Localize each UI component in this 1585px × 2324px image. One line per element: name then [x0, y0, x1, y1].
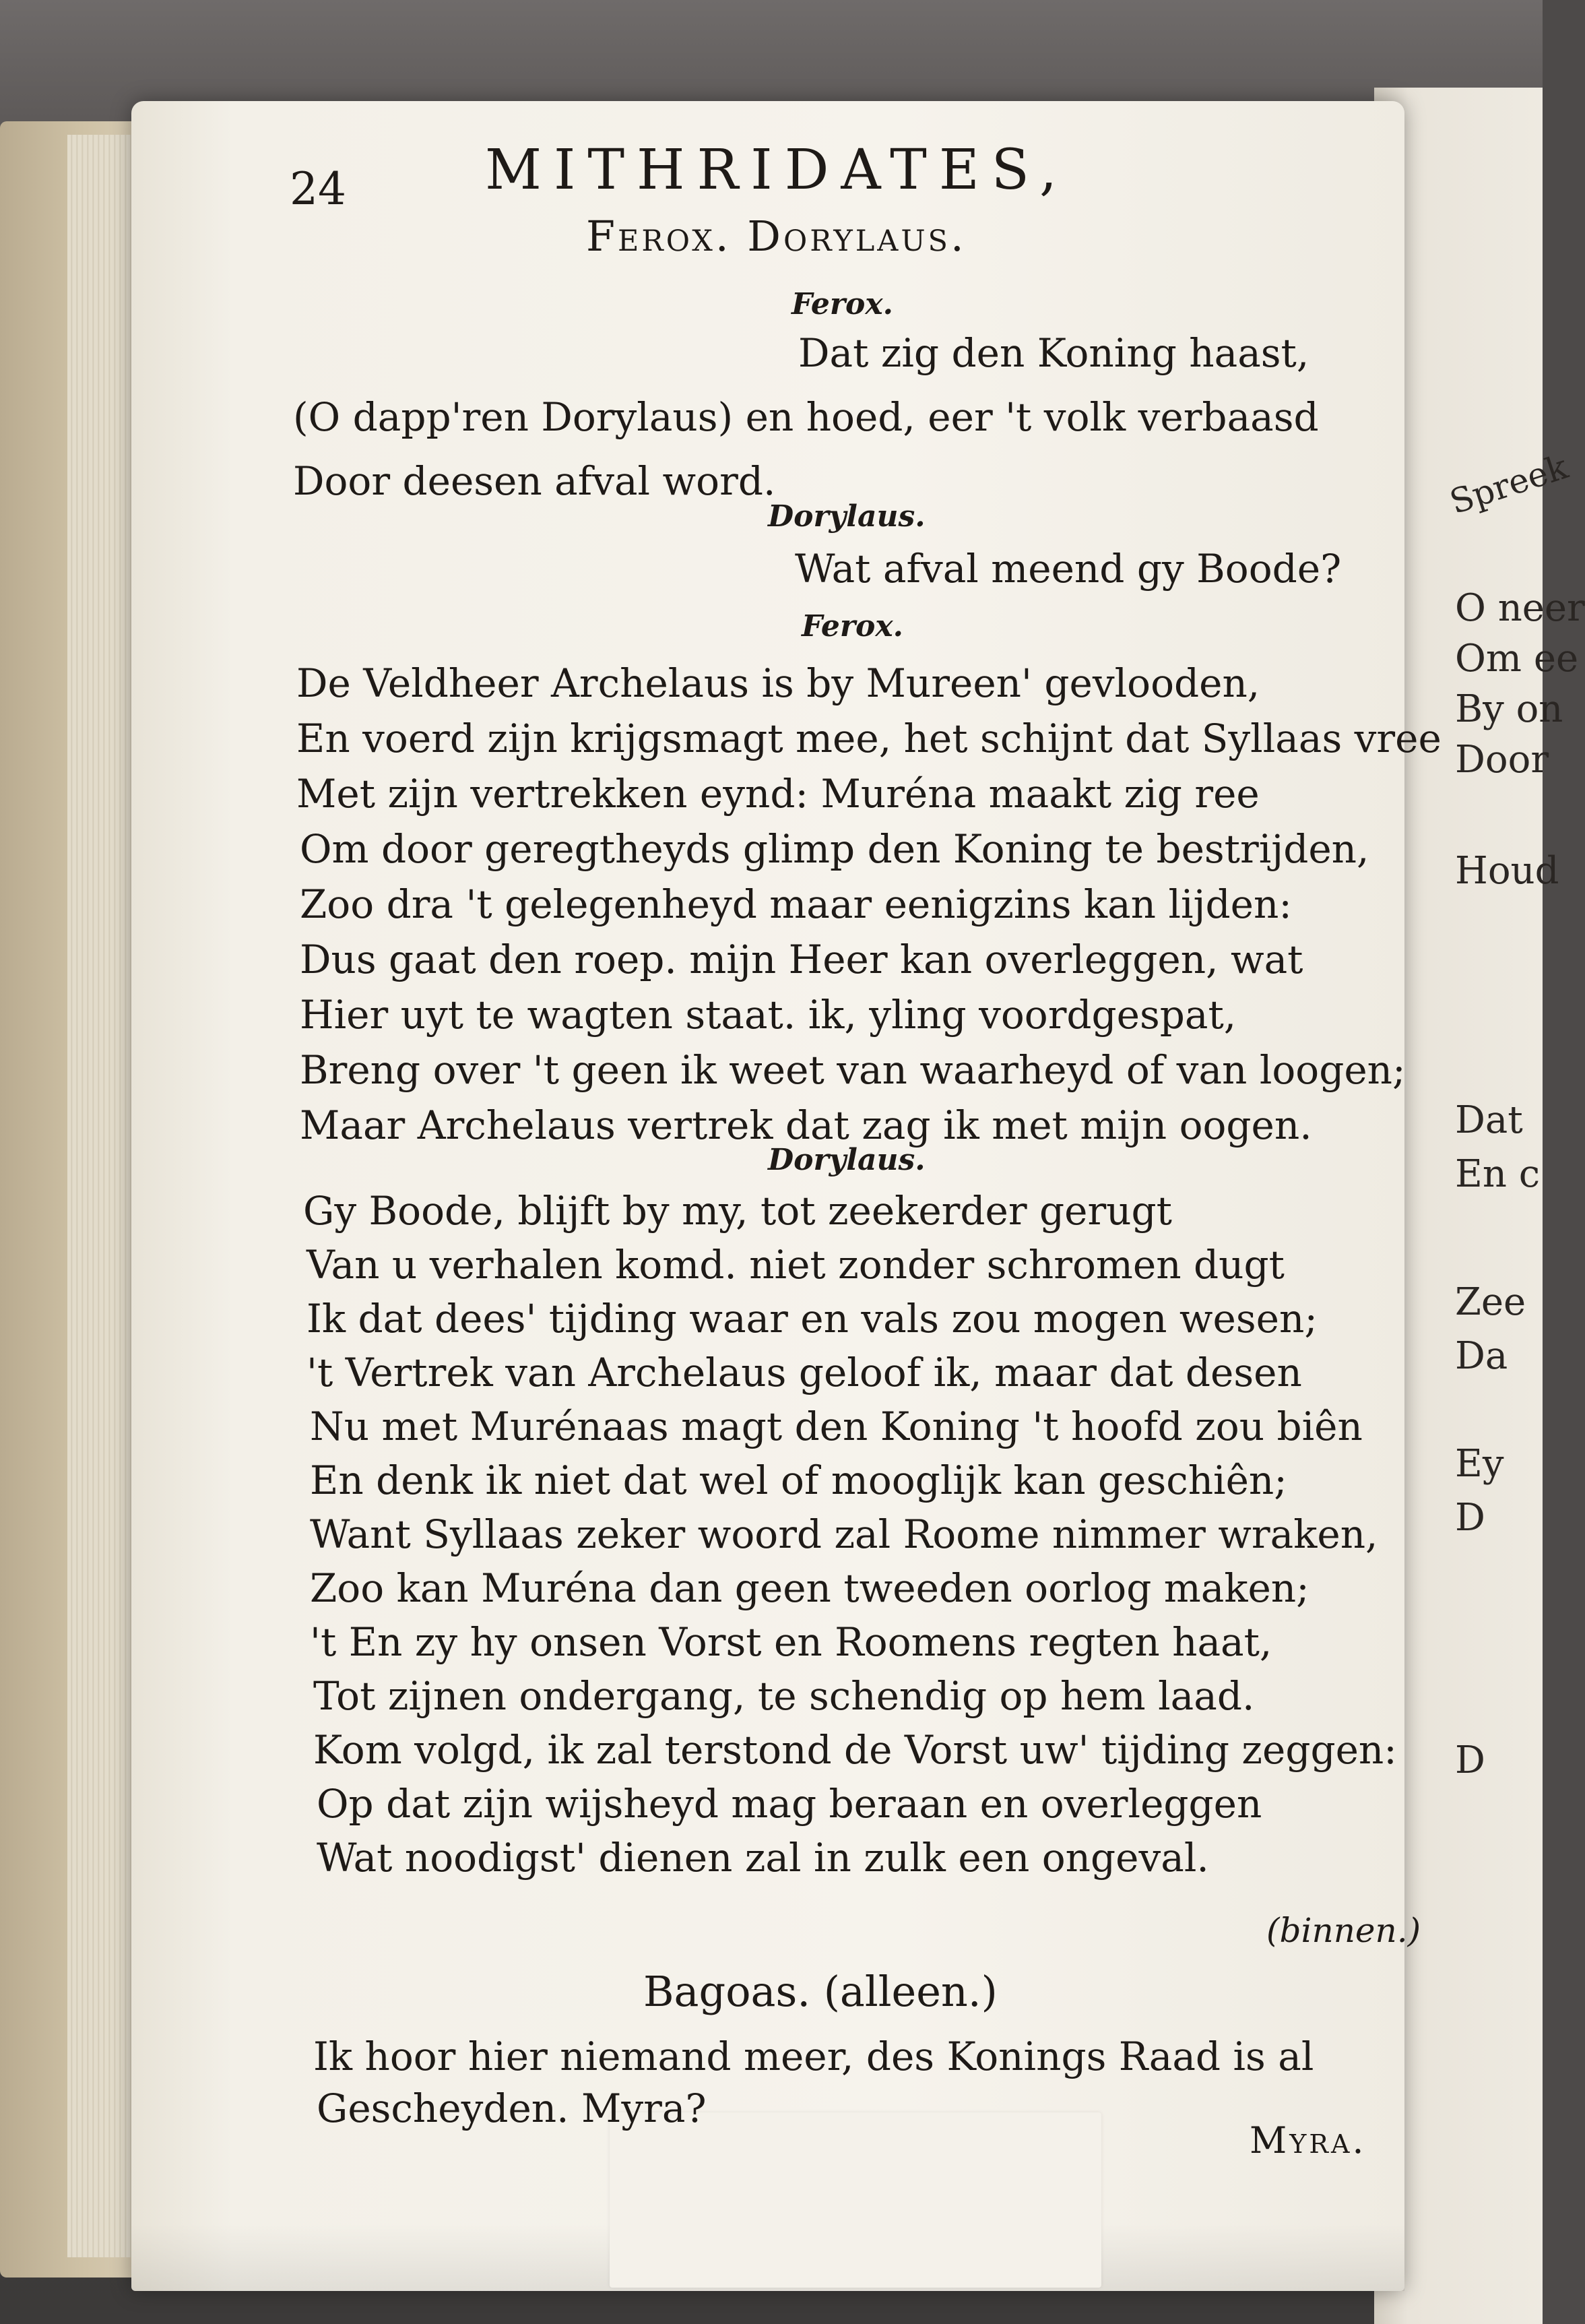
verse-line: Van u verhalen komd. niet zonder schromen dugt: [306, 1242, 1285, 1288]
facing-fragment: D: [1455, 1738, 1485, 1782]
verse-line: Breng over 't geen ik weet van waarheyd of van loogen;: [300, 1047, 1406, 1093]
verse-line: Dat zig den Koning haast,: [798, 330, 1309, 376]
verse-line: Want Syllaas zeker woord zal Roome nimmer wraken,: [310, 1511, 1378, 1557]
page-number: 24: [290, 163, 346, 215]
verse-line: Door deesen afval word.: [293, 458, 776, 504]
verse-line: Maar Archelaus vertrek dat zag ik met mijn oogen.: [300, 1102, 1312, 1148]
verse-line: Ik dat dees' tijding waar en vals zou mogen wesen;: [306, 1296, 1318, 1342]
facing-fragment: D: [1455, 1496, 1485, 1540]
verse-line: Zoo kan Muréna dan geen tweeden oorlog maken;: [310, 1565, 1309, 1611]
facing-fragment: Zee: [1455, 1280, 1526, 1324]
verse-line: Op dat zijn wijsheyd mag beraan en overleggen: [317, 1781, 1262, 1827]
verse-line: Met zijn vertrekken eynd: Muréna maakt zig ree: [296, 771, 1260, 817]
verse-line: Gescheyden. Myra?: [317, 2085, 707, 2131]
stage-direction: (binnen.): [1266, 1911, 1421, 1950]
running-title: MITHRIDATES,: [485, 138, 1070, 202]
facing-fragment: Spreek: [1445, 447, 1573, 522]
verse-line: Om door geregtheyds glimp den Koning te bestrijden,: [300, 826, 1369, 872]
verse-line: Ik hoor hier niemand meer, des Konings Raad is al: [313, 2034, 1314, 2079]
catchword: Myra.: [1250, 2119, 1367, 2162]
facing-fragment: O neer: [1455, 586, 1585, 630]
verse-line: Tot zijnen ondergang, te schendig op hem laad.: [313, 1673, 1255, 1719]
verse-line: 't Vertrek van Archelaus geloof ik, maar dat desen: [306, 1350, 1302, 1395]
facing-fragment: Ey: [1455, 1442, 1504, 1486]
speaker-label: Ferox.: [791, 287, 893, 321]
verse-line: 't En zy hy onsen Vorst en Roomens regten haat,: [310, 1619, 1272, 1665]
verse-line: Zoo dra 't gelegenheyd maar eenigzins kan lijden:: [300, 881, 1292, 927]
paper-patch: [610, 2112, 1101, 2288]
facing-fragment: Dat: [1455, 1098, 1523, 1142]
verse-line: Nu met Murénaas magt den Koning 't hoofd zou biên: [310, 1404, 1363, 1449]
facing-fragment: By on: [1455, 687, 1563, 731]
facing-fragment: Om ee: [1455, 637, 1579, 681]
verse-line: En voerd zijn krijgsmagt mee, het schijnt dat Syllaas vree: [296, 716, 1442, 761]
verse-line: (O dapp'ren Dorylaus) en hoed, eer 't volk verbaasd: [293, 394, 1319, 440]
verse-line: De Veldheer Archelaus is by Mureen' gevlooden,: [296, 660, 1260, 706]
facing-fragment: En c: [1455, 1152, 1541, 1196]
verse-line: Hier uyt te wagten staat. ik, yling voordgespat,: [300, 992, 1237, 1038]
speaker-label: Ferox.: [802, 609, 903, 643]
verse-line: Wat afval meend gy Boode?: [795, 546, 1342, 592]
speaker-label: Dorylaus.: [768, 499, 926, 534]
verse-line: Dus gaat den roep. mijn Heer kan overleggen, wat: [300, 937, 1303, 982]
bagoas-heading: Bagoas. (alleen.): [643, 1967, 998, 2016]
scene-speakers: Ferox. Dorylaus.: [586, 212, 967, 261]
facing-fragment: Da: [1455, 1334, 1508, 1378]
verse-line: En denk ik niet dat wel of mooglijk kan geschiên;: [310, 1457, 1287, 1503]
verse-line: Wat noodigst' dienen zal in zulk een ongeval.: [317, 1835, 1209, 1881]
facing-fragment: Houd: [1455, 849, 1559, 893]
facing-fragment: Door: [1455, 738, 1549, 782]
verse-line: Kom volgd, ik zal terstond de Vorst uw' tijding zeggen:: [313, 1727, 1397, 1773]
verse-line: Gy Boode, blijft by my, tot zeekerder gerugt: [303, 1188, 1172, 1234]
speaker-label: Dorylaus.: [768, 1143, 926, 1177]
